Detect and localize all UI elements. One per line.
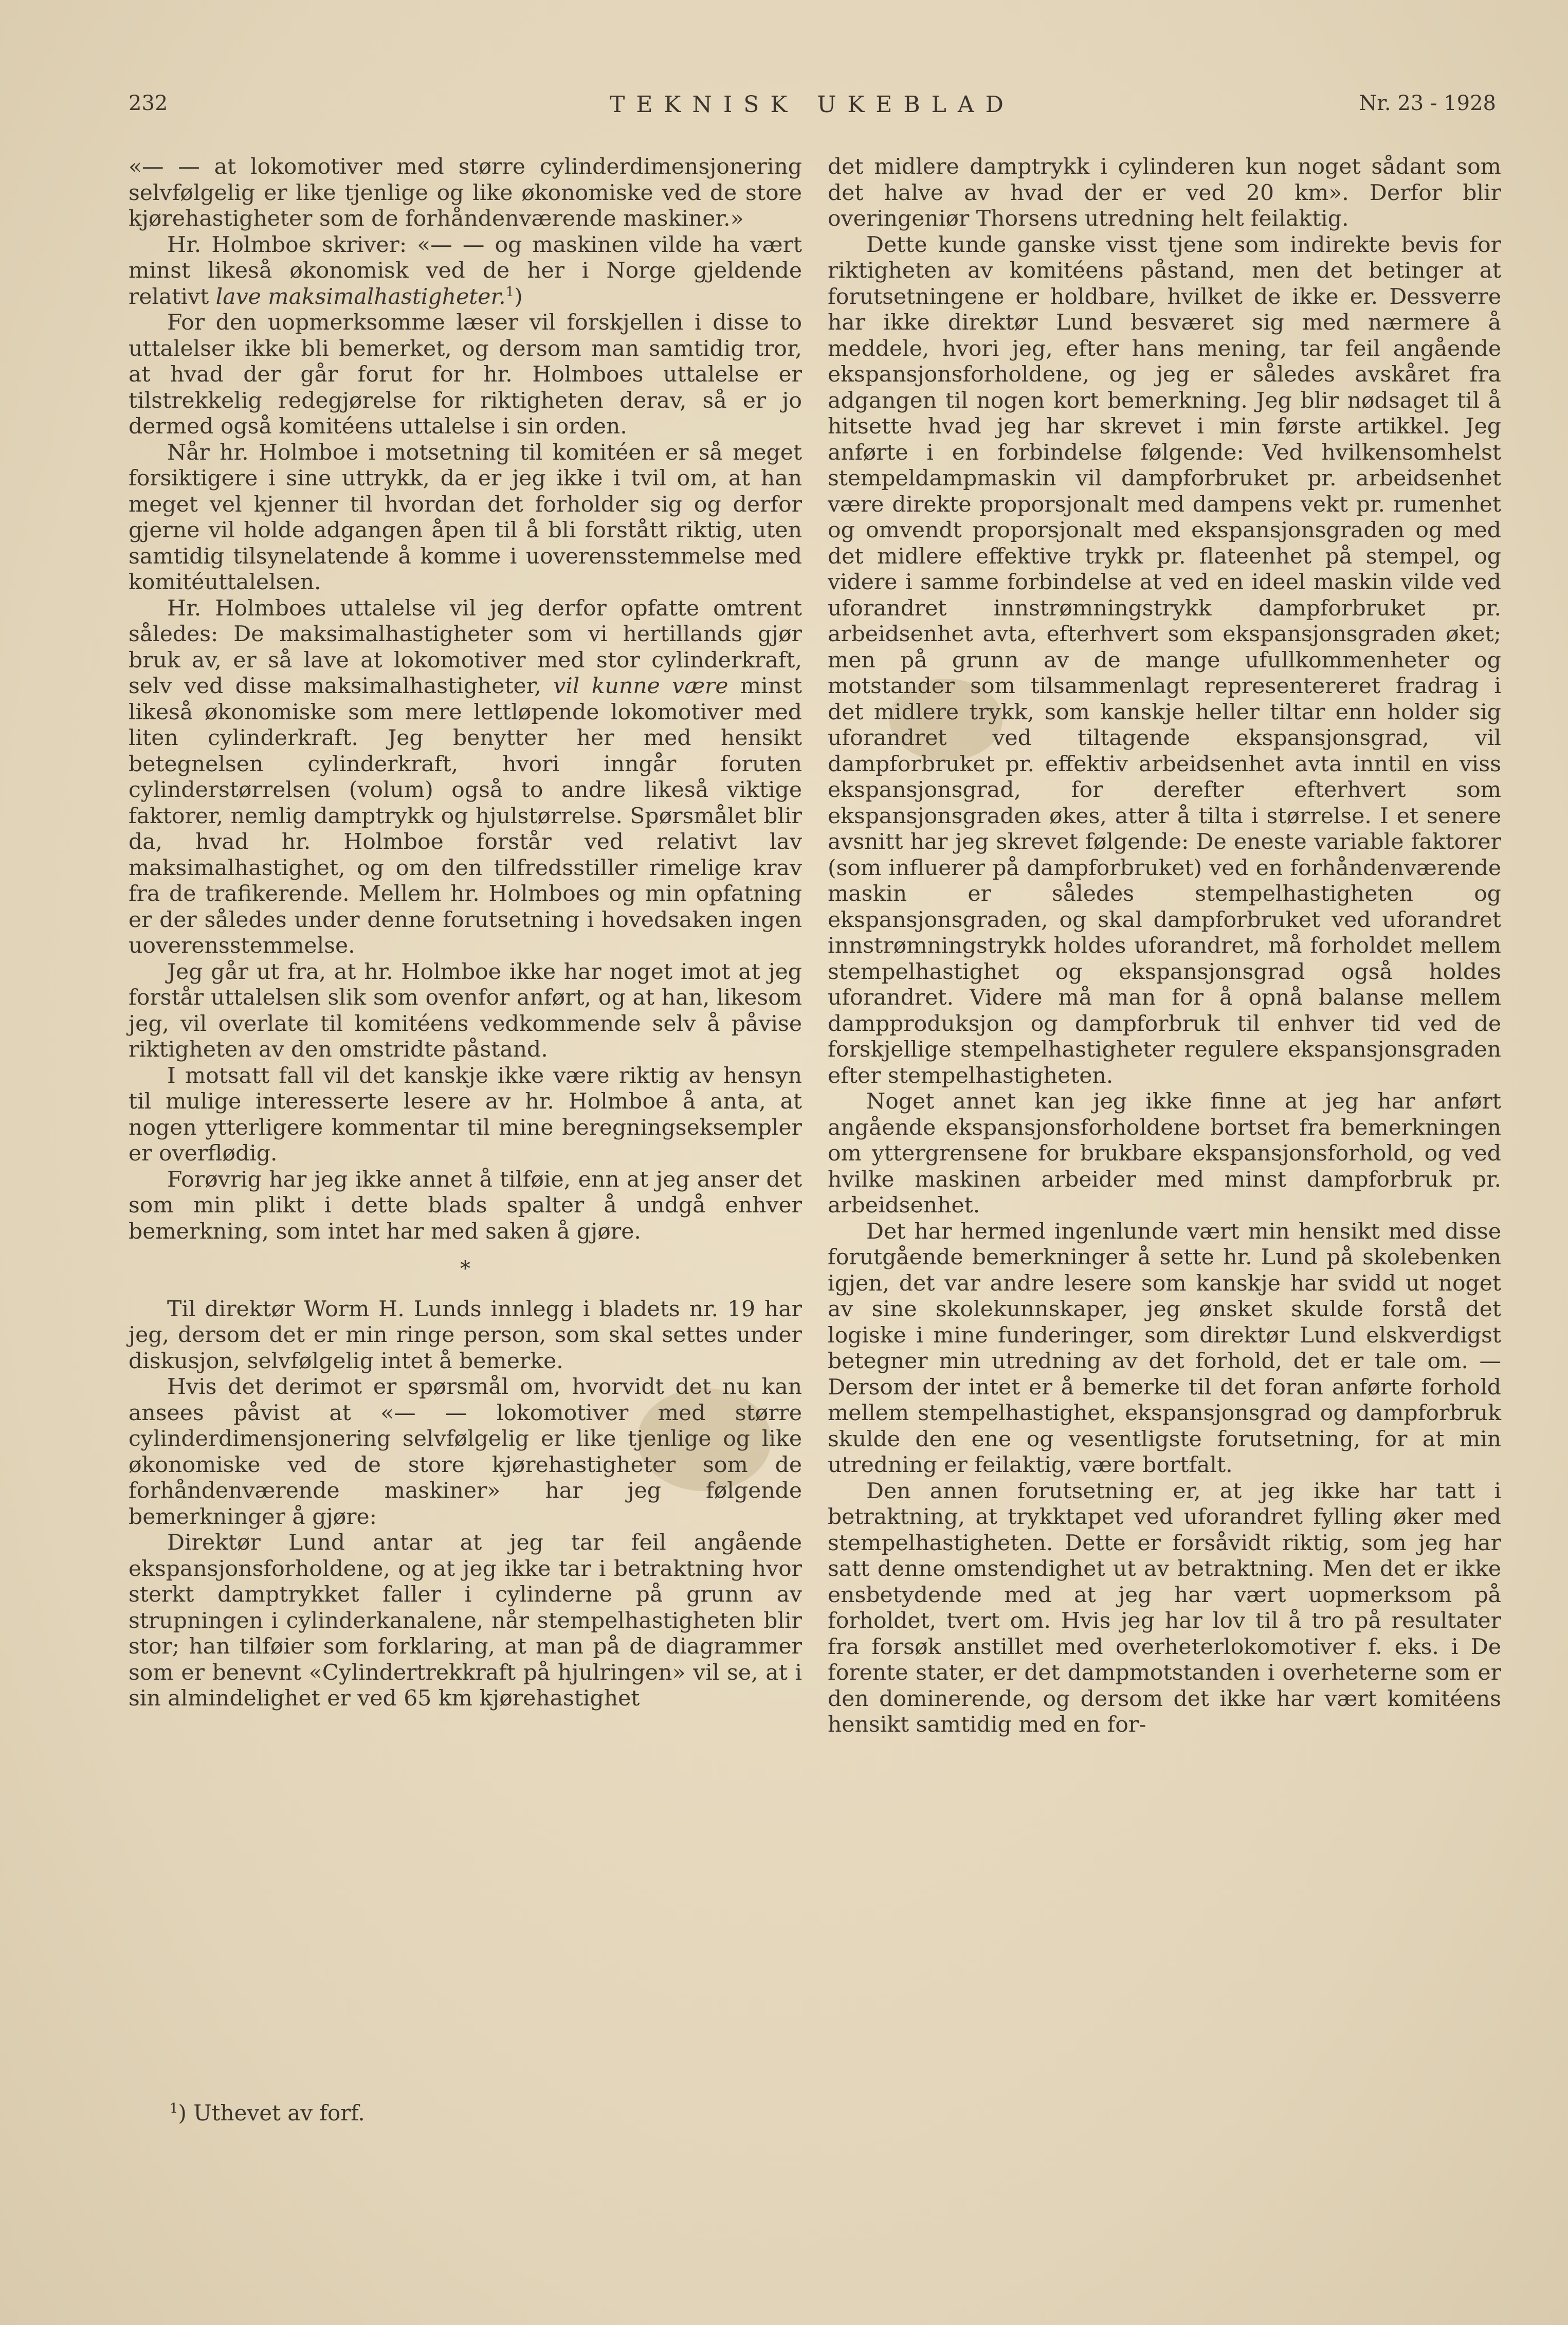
paragraph: Den annen forutsetning er, at jeg ikke har tatt i betraktning, at trykktapet ved uforandret fylling øker med stempelhastigheten. Dette er forsåvidt riktig, som jeg har satt denne omstendighet ut av betraktning. Men det er ikke ensbetydende med at jeg har vært uopmerksom på forholdet, tvert om. Hvis jeg har lov til å tro på resultater fra forsøk anstillet med overheterlokomotiver f. eks. i De forente stater, er det dampmotstanden i overheterne som er den dominerende, og dersom det ikke har vært komitéens hensikt samtidig med en for- (828, 1478, 1501, 1737)
page-header (129, 92, 1496, 128)
paragraph: Hvis det derimot er spørsmål om, hvorvidt det nu kan ansees påvist at «— — lokomotiver med større cylinderdimensjonering selvfølgelig er like tjenlige og like økonomiske ved de store kjørehastigheter som de forhåndenværende maskiner» har jeg følgende bemerkninger å gjøre: (129, 1374, 802, 1530)
paragraph: Forøvrig har jeg ikke annet å tilføie, enn at jeg anser det som min plikt i dette blads spalter å undgå enhver bemerkning, som intet har med saken å gjøre. (129, 1167, 802, 1244)
paragraph: «— — at lokomotiver med større cylinderdimensjonering selvfølgelig er like tjenlige og like økonomiske ved de store kjørehastigheter som de forhåndenværende maskiner.» (129, 154, 802, 231)
paragraph: Til direktør Worm H. Lunds innlegg i bladets nr. 19 har jeg, dersom det er min ringe person, som skal settes under diskusjon, selvfølgelig intet å bemerke. (129, 1296, 802, 1374)
paragraph: det midlere damptrykk i cylinderen kun noget sådant som det halve av hvad der er ved 20 km». Derfor blir overingeniør Thorsens utredning helt feilaktig. (828, 154, 1501, 231)
right-column (828, 154, 1501, 1738)
paragraph: For den uopmerksomme læser vil forskjellen i disse to uttalelser ikke bli bemerket, og dersom man samtidig tror, at hvad der går forut for hr. Holmboes uttalelse er tilstrekkelig redegjørelse for riktigheten derav, så er jo dermed også komitéens uttalelse i sin orden. (129, 310, 802, 439)
paragraph: Direktør Lund antar at jeg tar feil angående ekspansjonsforholdene, og at jeg ikke tar i betraktning hvor sterkt damptrykket faller i cylinderne på grunn av strupningen i cylinderkanalene, når stempelhastigheten blir stor; han tilføier som forklaring, at man på de diagrammer som er benevnt «Cylindertrekkraft på hjulringen» vil se, at i sin almindelighet er ved 65 km kjørehastighet (129, 1530, 802, 1711)
journal-title: TEKNISK UKEBLAD (610, 92, 1015, 118)
issue-number: Nr. 23 - 1928 (1359, 92, 1496, 115)
paragraph: Det har hermed ingenlunde vært min hensikt med disse forutgående bemerkninger å sette hr. Lund på skolebenken igjen, det var andre lesere som kanskje har svidd ut noget av sine skolekunnskaper, jeg ønsket skulde forstå det logiske i mine funderinger, som direktør Lund elskverdigst betegner min utredning av det forhold, det er tale om. — Dersom der intet er å bemerke til det foran anførte forhold mellem stempelhastighet, ekspansjonsgrad og dampforbruk skulde den ene og vesentligste forutsetning, for at min utredning er feilaktig, være bortfalt. (828, 1219, 1501, 1478)
paragraph: Når hr. Holmboe i motsetning til komitéen er så meget forsiktigere i sine uttrykk, da er jeg ikke i tvil om, at han meget vel kjenner til hvordan det forholder sig og derfor gjerne vil holde adgangen åpen til å bli forstått riktig, uten samtidig tilsynelatende å komme i uoverensstemmelse med komitéuttalelsen. (129, 440, 802, 595)
paragraph: Hr. Holmboe skriver: «— — og maskinen vilde ha vært minst likeså økonomisk ved de her i Norge gjeldende relativt lave maksimalhastigheter.$^1$) (129, 232, 802, 310)
paragraph: Dette kunde ganske visst tjene som indirekte bevis for riktigheten av komitéens påstand, men det betinger at forutsetningene er holdbare, hvilket de ikke er. Dessverre har ikke direktør Lund besværet sig med nærmere å meddele, hvori jeg, efter hans mening, tar feil angående ekspansjonsforholdene, og jeg er således avskåret fra adgangen til nogen kort bemerkning. Jeg blir nødsaget til å hitsette hvad jeg har skrevet i min første artikkel. Jeg anførte i en forbindelse følgende: Ved hvilkensomhelst stempeldampmaskin vil dampforbruket pr. arbeidsenhet være direkte proporsjonalt med dampens vekt pr. rumenhet og omvendt proporsjonalt med ekspansjonsgraden og med det midlere effektive trykk pr. flateenhet på stempel, og videre i samme forbindelse at ved en ideel maskin vilde ved uforandret innstrømningstrykk dampforbruket pr. arbeidsenhet avta, efterhvert som ekspansjonsgraden øket; men på grunn av de mange ufullkommenheter og motstander som tilsammenlagt representereret fradrag i det midlere trykk, som kanskje heller tiltar enn holder sig uforandret ved tiltagende ekspansjonsgrad, vil dampforbruket pr. effektiv arbeidsenhet avta inntil en viss ekspansjonsgrad, for derefter efterhvert som ekspansjonsgraden økes, atter å tilta i størrelse. I et senere avsnitt har jeg skrevet følgende: De eneste variable faktorer (som influerer på dampforbruket) ved en forhåndenværende maskin er således stempelhastigheten og ekspansjonsgraden, og skal dampforbruket ved uforandret innstrømningstrykk holdes uforandret, må forholdet mellem stempelhastighet og ekspansjonsgrad også holdes uforandret. Videre må man for å opnå balanse mellem dampproduksjon og dampforbruk til enhver tid ved de forskjellige stempelhastigheter regulere ekspansjonsgraden efter stempelhastigheten. (828, 232, 1501, 1088)
paragraph: Hr. Holmboes uttalelse vil jeg derfor opfatte omtrent således: De maksimalhastigheter som vi hertillands gjør bruk av, er så lave at lokomotiver med stor cylinderkraft, selv ved disse maksimalhastigheter, vil kunne være minst likeså økonomiske som mere lettløpende lokomotiver med liten cylinderkraft. Jeg benytter her med hensikt betegnelsen cylinderkraft, hvori inngår foruten cylinderstørrelsen (volum) også to andre likeså viktige faktorer, nemlig damptrykk og hjulstørrelse. Spørsmålet blir da, hvad hr. Holmboe forstår ved relativt lav maksimalhastighet, og om den tilfredsstiller rimelige krav fra de trafikerende. Mellem hr. Holmboes og min opfatning er der således under denne forutsetning i hovedsaken ingen uoverensstemmelse. (129, 595, 802, 958)
paragraph: Noget annet kan jeg ikke finne at jeg har anført angående ekspansjonsforholdene bortset fra bemerkningen om yttergrensene for brukbare ekspansjonsforhold, og ved hvilke maskinen arbeider med minst dampforbruk pr. arbeidsenhet. (828, 1089, 1501, 1218)
paragraph: Jeg går ut fra, at hr. Holmboe ikke har noget imot at jeg forstår uttalelsen slik som ovenfor anført, og at han, likesom jeg, vil overlate til komitéens vedkommende selv å påvise riktigheten av den omstridte påstand. (129, 959, 802, 1062)
footnote: $^1$) Uthevet av forf. (170, 2100, 365, 2126)
page-number: 232 (129, 92, 168, 115)
left-column (129, 154, 802, 1712)
section-separator: * (460, 1257, 470, 1281)
paragraph: I motsatt fall vil det kanskje ikke være riktig av hensyn til mulige interesserte lesere av hr. Holmboe å anta, at nogen ytterligere kommentar til mine beregningseksempler er overflødig. (129, 1063, 802, 1166)
